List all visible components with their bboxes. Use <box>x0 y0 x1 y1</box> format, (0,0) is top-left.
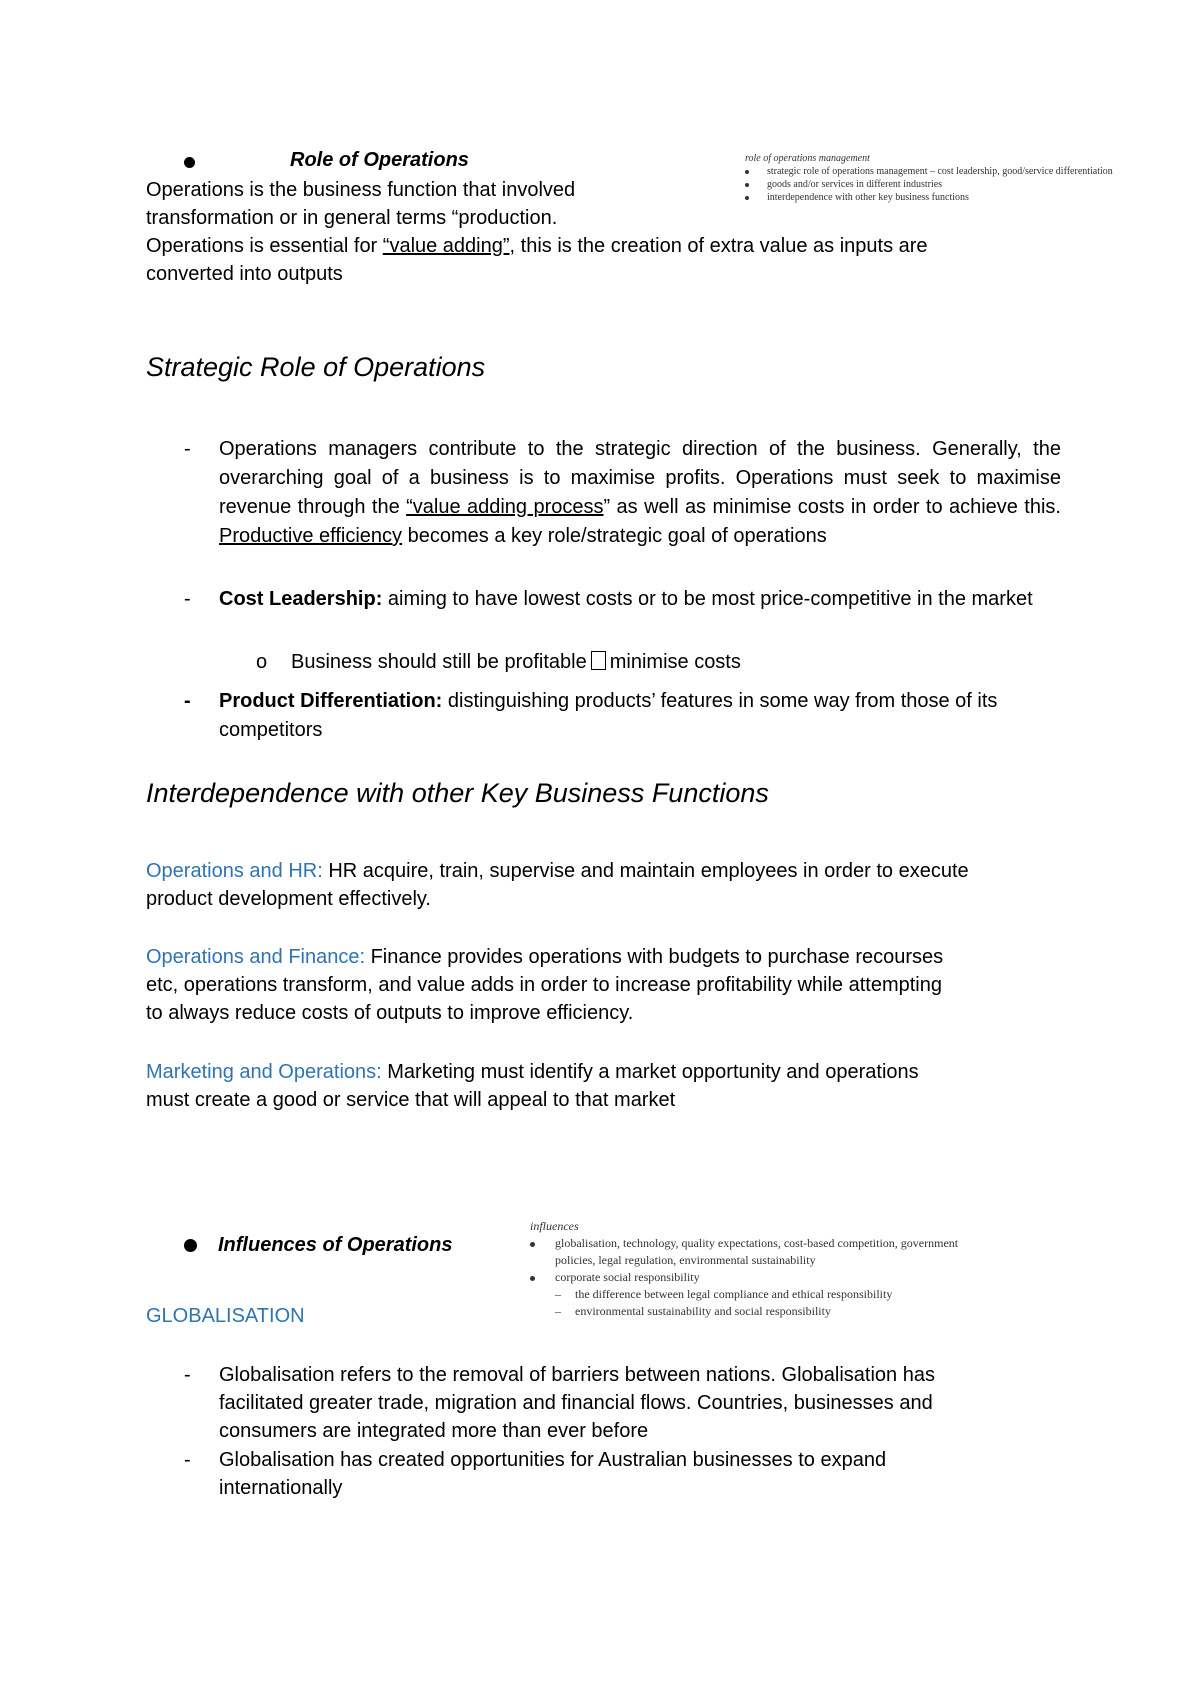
paragraph-line: Globalisation has created opportunities for Australian businesses to expand <box>219 1449 887 1471</box>
syllabus-item-continued: policies, legal regulation, environmental sustainability <box>555 1253 816 1267</box>
paragraph-line: Operations is essential for “value adding”, this is the creation of extra value as inputs are <box>146 235 928 257</box>
bullet-icon <box>745 170 749 174</box>
syllabus-item: goods and/or services in different industries <box>745 178 1113 191</box>
globalisation-subheading: GLOBALISATION <box>146 1305 305 1327</box>
bullet-icon <box>530 1242 535 1247</box>
sub-bullet-text: Business should still be profitable minimise costs <box>291 651 741 673</box>
dash-marker: - <box>184 1449 191 1471</box>
paragraph-line: must create a good or service that will appeal to that market <box>146 1089 676 1111</box>
bullet-icon <box>530 1276 535 1281</box>
sub-bullet-marker: o <box>256 651 268 673</box>
syllabus-item: globalisation, technology, quality expectations, cost-based competition, government <box>530 1235 958 1252</box>
bullet-icon <box>745 183 749 187</box>
hr-label: Operations and HR: <box>146 860 323 882</box>
paragraph-line: converted into outputs <box>146 263 343 285</box>
paragraph-line: etc, operations transform, and value adds in order to increase profitability while attempting <box>146 974 942 996</box>
paragraph-strategic: Operations managers contribute to the strategic direction of the business. Generally, the overarching goal of a business is to maximise profits. Operations must seek to maximise revenue through the “value adding process” as well as minimise costs in order to achieve this. Productive efficiency becomes a key role/strategic goal of operations <box>219 438 1061 547</box>
section-heading-role: Role of Operations <box>290 149 469 171</box>
section-heading-influences: Influences of Operations <box>218 1234 453 1256</box>
bullet-dot <box>184 157 195 168</box>
marketing-label: Marketing and Operations: <box>146 1061 382 1083</box>
value-adding-term: “value adding”, <box>382 235 516 257</box>
heading-strategic-role: Strategic Role of Operations <box>146 352 486 382</box>
paragraph-line: to always reduce costs of outputs to improve efficiency. <box>146 1002 634 1024</box>
syllabus-item: strategic role of operations management – cost leadership, good/service differentiation <box>745 165 1113 178</box>
bullet-dot <box>184 1239 197 1252</box>
paragraph-line: Operations and Finance: Finance provides operations with budgets to purchase recourses <box>146 946 944 968</box>
paragraph-line: product development effectively. <box>146 888 431 910</box>
value-adding-process-term: “value adding process <box>406 496 604 518</box>
paragraph-line: Operations is the business function that involved <box>146 179 576 201</box>
paragraph-line: Marketing and Operations: Marketing must identify a market opportunity and operations <box>146 1061 919 1083</box>
paragraph-line: consumers are integrated more than ever before <box>219 1420 649 1442</box>
product-differentiation-item: Product Differentiation: distinguishing products’ features in some way from those of its competitors <box>219 690 998 741</box>
finance-label: Operations and Finance: <box>146 946 366 968</box>
dash-marker: - <box>184 588 191 610</box>
paragraph-line: Operations and HR: HR acquire, train, supervise and maintain employees in order to execute <box>146 860 969 882</box>
paragraph-line: internationally <box>219 1477 343 1499</box>
cost-leadership-item: Cost Leadership: aiming to have lowest costs or to be most price-competitive in the market <box>219 588 1033 610</box>
syllabus-subitem: – the difference between legal compliance and ethical responsibility <box>555 1287 893 1301</box>
syllabus-title: role of operations management <box>745 153 870 164</box>
productive-efficiency-term: Productive efficiency <box>219 525 403 547</box>
syllabus-item: interdependence with other key business functions <box>745 191 1113 204</box>
paragraph-line: facilitated greater trade, migration and financial flows. Countries, businesses and <box>219 1392 933 1414</box>
arrow-placeholder-icon <box>591 651 606 670</box>
cost-leadership-label: Cost Leadership: <box>219 588 383 610</box>
product-differentiation-label: Product Differentiation: <box>219 690 443 712</box>
syllabus-excerpt-operations <box>745 152 1113 204</box>
paragraph-line: Globalisation refers to the removal of barriers between nations. Globalisation has <box>219 1364 935 1386</box>
dash-marker: - <box>184 690 191 712</box>
bullet-icon <box>745 196 749 200</box>
syllabus-subitem: – environmental sustainability and social responsibility <box>555 1304 831 1318</box>
dash-marker: - <box>184 1364 191 1386</box>
dash-marker: - <box>184 438 191 460</box>
paragraph-line: transformation or in general terms “production. <box>146 207 558 229</box>
syllabus-item: corporate social responsibility <box>530 1269 958 1286</box>
syllabus-excerpt-influences <box>530 1218 958 1320</box>
heading-interdependence: Interdependence with other Key Business Functions <box>146 778 769 808</box>
syllabus-title: influences <box>530 1219 579 1233</box>
